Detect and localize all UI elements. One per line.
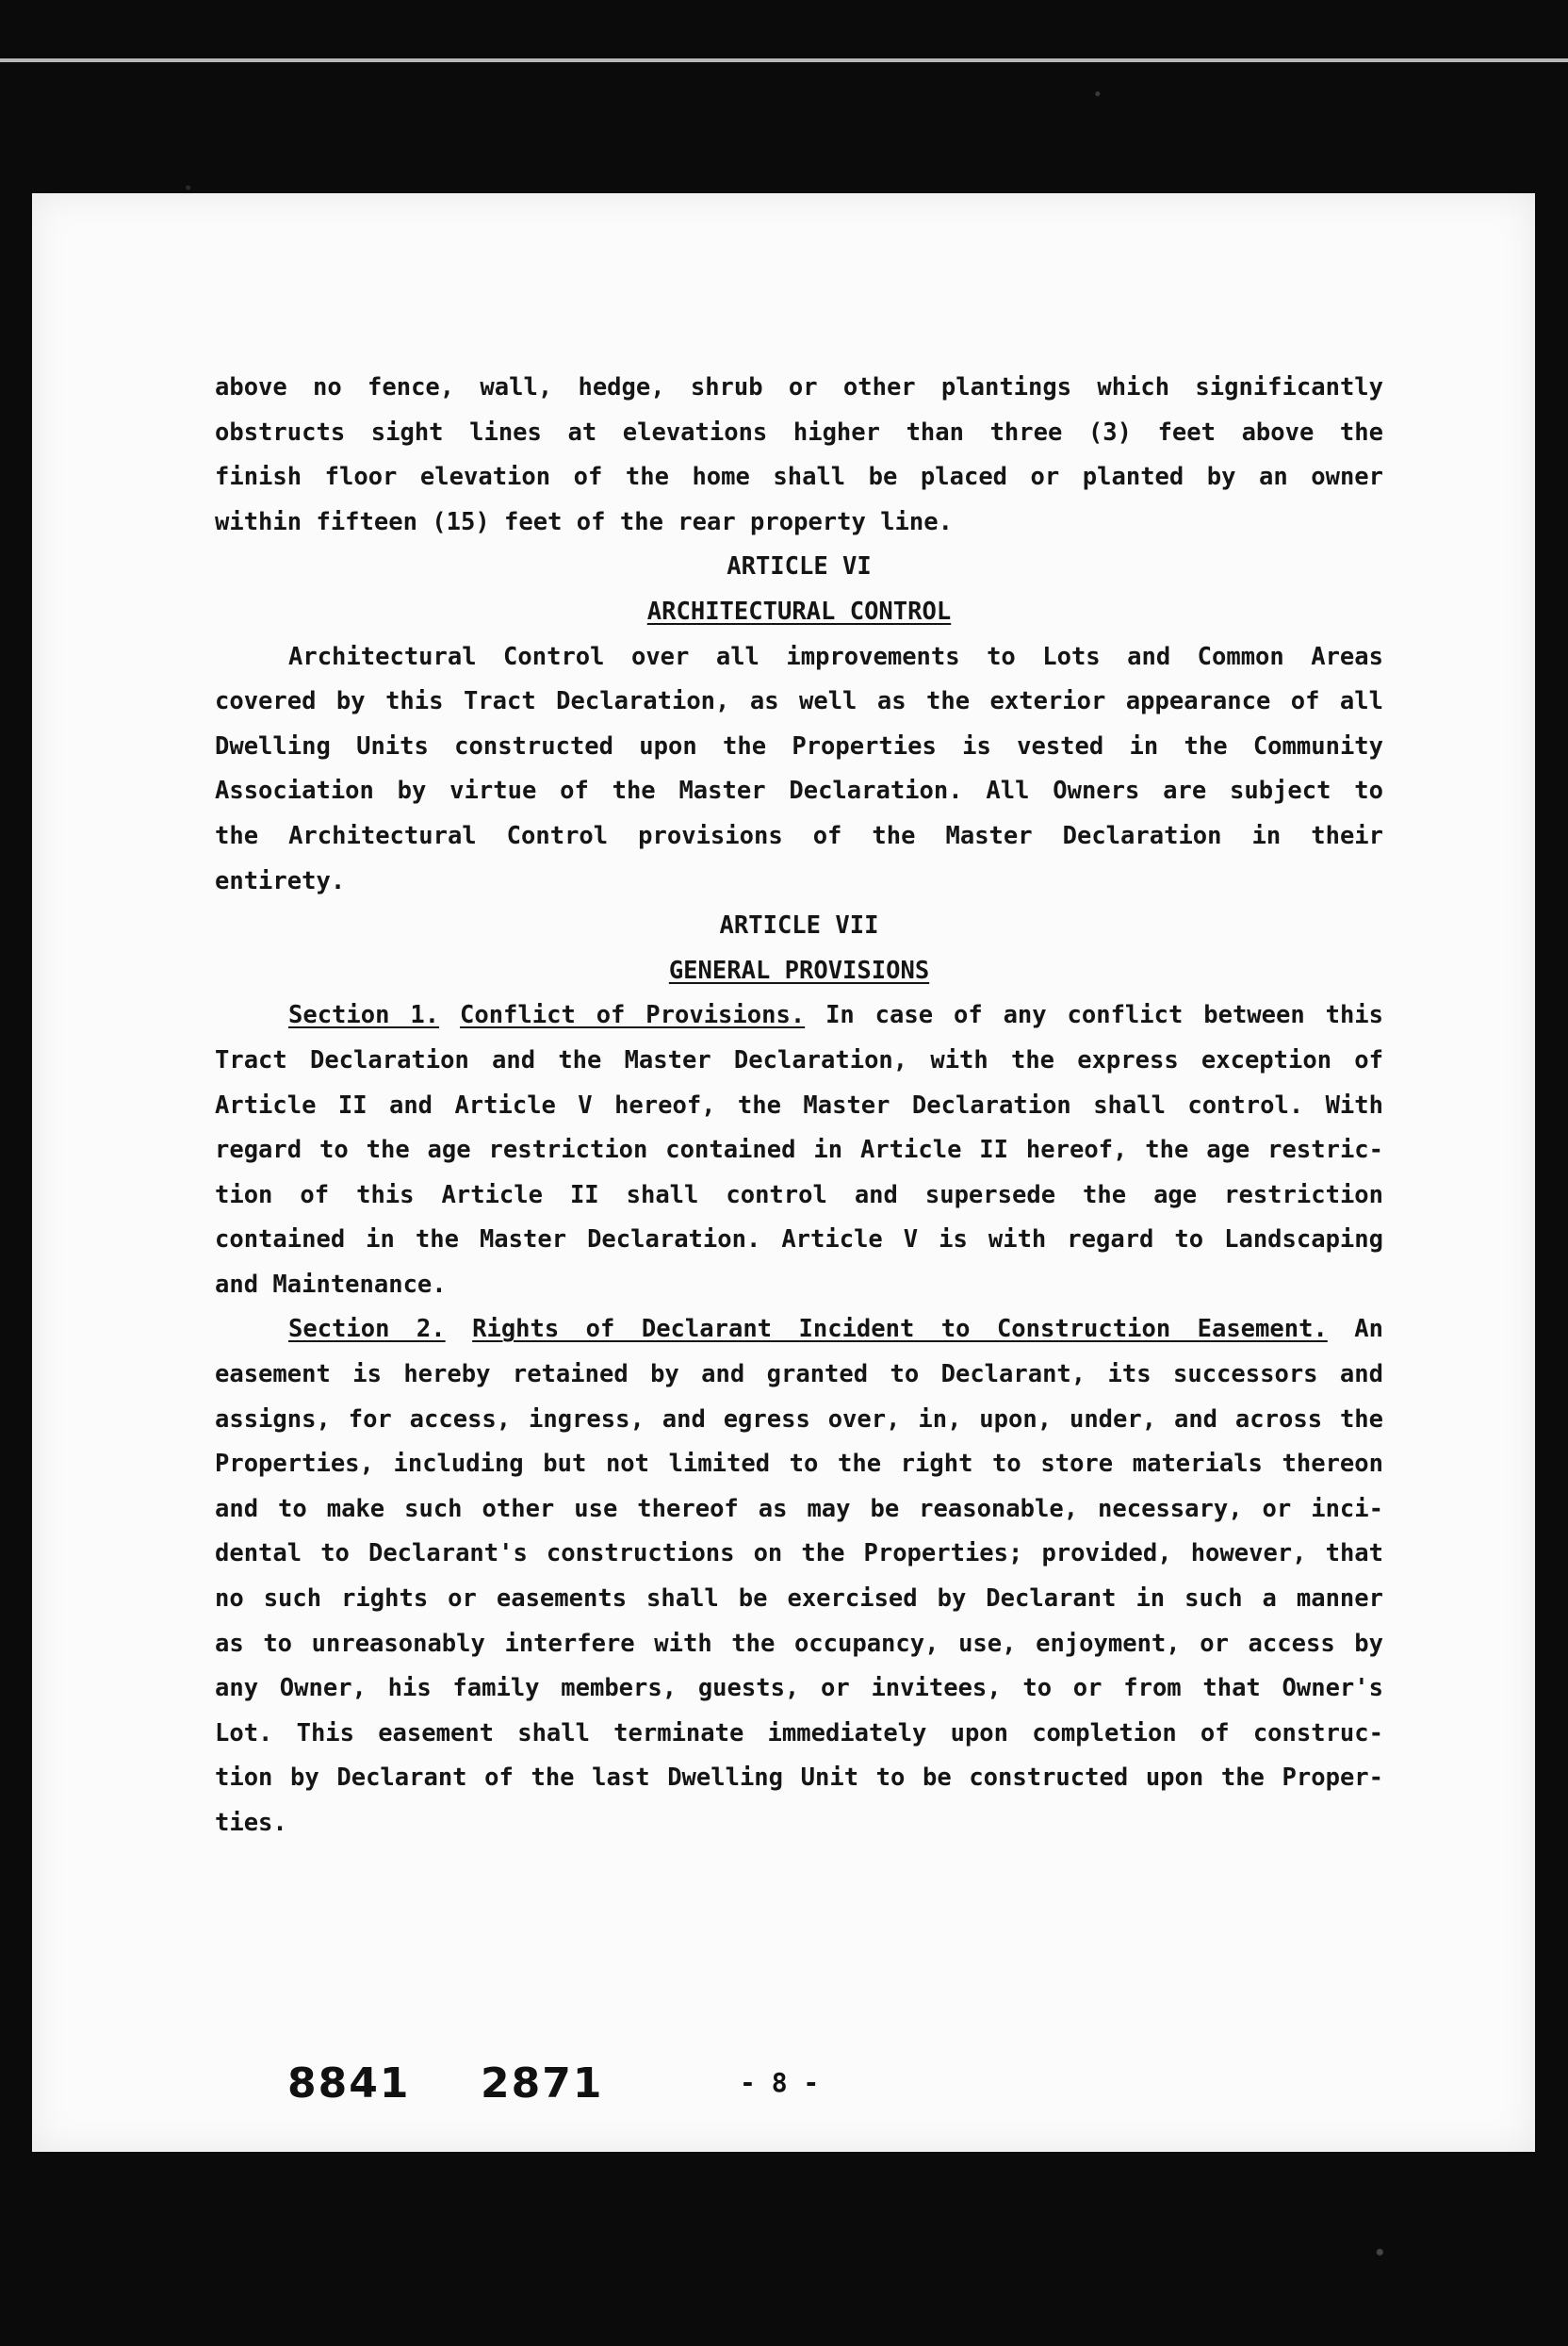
section-1-line: Article II and Article V hereof, the Master Declaration shall control. With — [215, 1091, 1383, 1120]
article-6-heading: ARTICLE VI — [727, 552, 872, 582]
section-2-line: Lot. This easement shall terminate immediately upon completion of construc- — [215, 1718, 1383, 1747]
section-2-label: Section 2. — [288, 1315, 446, 1344]
section-1-label: Section 1. — [288, 1001, 440, 1030]
article-6-line: Architectural Control over all improvements to Lots and Common Areas — [288, 642, 1383, 671]
section-2-line: Properties, including but not limited to the right to store materials thereon — [215, 1450, 1383, 1479]
document-body — [215, 366, 1383, 1846]
intro-line: within fifteen (15) feet of the rear property line. — [215, 507, 953, 536]
section-1-line: tion of this Article II shall control and supersede the age restriction — [215, 1180, 1383, 1209]
section-1-first-text: In case of any conflict between this — [825, 1001, 1384, 1030]
section-2-line: ties. — [215, 1809, 287, 1837]
article-6-line: the Architectural Control provisions of the Master Declaration in their — [215, 821, 1383, 850]
section-1-line: and Maintenance. — [215, 1270, 447, 1299]
section-2-line: and to make such other use thereof as may be reasonable, necessary, or inci- — [215, 1494, 1383, 1523]
section-1-title: Conflict of Provisions. — [459, 1001, 806, 1030]
section-2-line: assigns, for access, ingress, and egress over, in, upon, under, and across the — [215, 1404, 1383, 1434]
article-6-line: covered by this Tract Declaration, as well as the exterior appearance of all — [215, 687, 1383, 716]
section-1-line: contained in the Master Declaration. Article V is with regard to Landscaping — [215, 1225, 1383, 1255]
section-2-line: dental to Declarant's constructions on the Properties; provided, however, that — [215, 1539, 1383, 1568]
recording-book-number: 8841 — [287, 2059, 411, 2108]
section-1-line: Tract Declaration and the Master Declaration, with the express exception of — [215, 1045, 1383, 1075]
section-2-line: any Owner, his family members, guests, or invitees, to or from that Owner's — [215, 1674, 1383, 1703]
intro-line: obstructs sight lines at elevations higher than three (3) feet above the — [215, 418, 1383, 447]
section-2-first-text: An — [1354, 1315, 1383, 1344]
intro-line: above no fence, wall, hedge, shrub or other plantings which significantly — [215, 373, 1383, 402]
section-2-title: Rights of Declarant Incident to Construction Easement. — [472, 1315, 1328, 1344]
article-7-title: GENERAL PROVISIONS — [668, 956, 930, 985]
article-7-heading: ARTICLE VII — [719, 911, 879, 941]
scan-top-rule — [0, 58, 1568, 62]
section-2-line: tion by Declarant of the last Dwelling Unit to be constructed upon the Proper- — [215, 1764, 1383, 1793]
intro-line: finish floor elevation of the home shall be placed or planted by an owner — [215, 463, 1383, 492]
page-number: - 8 - — [740, 2067, 820, 2098]
article-6-line: Association by virtue of the Master Declaration. All Owners are subject to — [215, 777, 1383, 806]
section-1-first-line — [215, 993, 1383, 1039]
section-1-line: regard to the age restriction contained in Article II hereof, the age restric- — [215, 1136, 1383, 1165]
recording-page-number: 2871 — [481, 2059, 604, 2108]
section-2-line: no such rights or easements shall be exercised by Declarant in such a manner — [215, 1584, 1383, 1614]
section-2-line: easement is hereby retained by and granted to Declarant, its successors and — [215, 1360, 1383, 1389]
article-6-title: ARCHITECTURAL CONTROL — [646, 597, 952, 626]
section-2-line: as to unreasonably interfere with the occupancy, use, enjoyment, or access by — [215, 1629, 1383, 1658]
section-2-first-line — [215, 1307, 1383, 1353]
article-6-line: Dwelling Units constructed upon the Properties is vested in the Community — [215, 731, 1383, 761]
article-6-line: entirety. — [215, 866, 346, 895]
